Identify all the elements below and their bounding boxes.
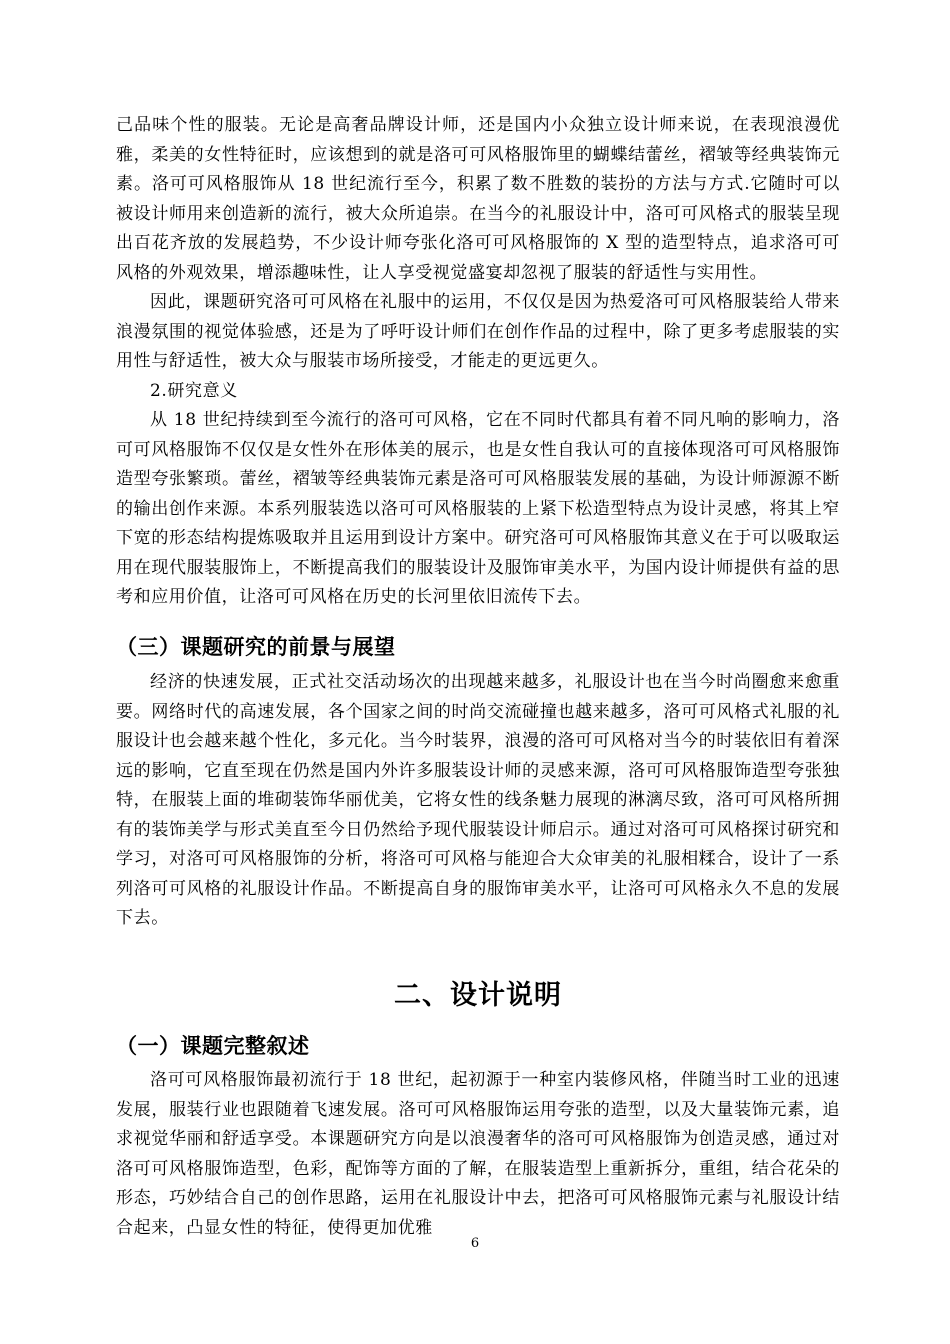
intro-section (116, 111, 840, 613)
paragraph-continuation: 己品味个性的服装。无论是高奢品牌设计师，还是国内小众独立设计师来说，在表现浪漫优雅，柔美的女性特征时，应该想到的就是洛可可风格服饰里的蝴蝶结蕾丝，褶皱等经典装饰元素。洛可可风格服饰从 18 世纪流行至今，积累了数不胜数的装扮的方法与方式.它随时可以被设计师用来创造新的流行，被大众所追崇。在当今的礼服设计中，洛可可风格式的服装呈现出百花齐放的发展趋势，不少设计师夸张化洛可可风格服饰的 X 型的造型特点，追求洛可可风格的外观效果，增添趣味性，让人享受视觉盛宴却忽视了服装的舒适性与实用性。 (116, 115, 840, 283)
paragraph-significance: 从 18 世纪持续到至今流行的洛可可风格，它在不同时代都具有着不同凡响的影响力，洛可可风格服饰不仅仅是女性外在形体美的展示，也是女性自我认可的直接体现洛可可风格服饰造型夸张繁琐。蕾丝，褶皱等经典装饰元素是洛可可风格服装发展的基础，为设计师源源不断的输出创作来源。本系列服装选以洛可可风格服装的上紧下松造型特点为设计灵感，将其上窄下宽的形态结构提炼吸取并且运用到设计方案中。研究洛可可风格服饰其意义在于可以吸取运用在现代服装服饰上，不断提高我们的服装设计及服饰审美水平，为国内设计师提供有益的思考和应用价值，让洛可可风格在历史的长河里依旧流传下去。 (116, 410, 840, 607)
paragraph-therefore: 因此，课题研究洛可可风格在礼服中的运用，不仅仅是因为热爱洛可可风格服装给人带来浪漫氛围的视觉体验感，还是为了呼吁设计师们在创作作品的过程中，除了更多考虑服装的实用性与舒适性，被大众与服装市场所接受，才能走的更远更久。 (116, 292, 840, 371)
prospect-section (116, 668, 840, 934)
heading-narrative: （一）课题完整叙述 (116, 1034, 310, 1058)
subheading-significance: 2.研究意义 (150, 380, 238, 401)
paragraph-narrative: 洛可可风格服饰最初流行于 18 世纪，起初源于一种室内装修风格，伴随当时工业的迅速发展，服装行业也跟随着飞速发展。洛可可风格服饰运用夸张的造型，以及大量装饰元素，追求视觉华丽和舒适享受。本课题研究方向是以浪漫奢华的洛可可风格服饰为创造灵感，通过对洛可可风格服饰造型，色彩，配饰等方面的了解，在服装造型上重新拆分，重组，结合花朵的形态，巧妙结合自己的创作思路，运用在礼服设计中去，把洛可可风格服饰元素与礼服设计结合起来，凸显女性的特征，使得更加优雅 (116, 1070, 840, 1238)
narrative-section (116, 1066, 840, 1243)
paragraph-prospect: 经济的快速发展，正式社交活动场次的出现越来越多，礼服设计也在当今时尚圈愈来愈重要。网络时代的高速发展，各个国家之间的时尚交流碰撞也越来越多，洛可可风格式礼服的礼服设计也会越来越个性化，多元化。当今时装界，浪漫的洛可可风格对当今的时装依旧有着深远的影响，它直至现在仍然是国内外许多服装设计师的灵感来源，洛可可风格服饰造型夸张独特，在服装上面的堆砌装饰华丽优美，它将女性的线条魅力展现的淋漓尽致，洛可可风格所拥有的装饰美学与形式美直至今日仍然给予现代服装设计师启示。通过对洛可可风格探讨研究和学习，对洛可可风格服饰的分析，将洛可可风格与能迎合大众审美的礼服相糅合，设计了一系列洛可可风格的礼服设计作品。不断提高自身的服饰审美水平，让洛可可风格永久不息的发展下去。 (116, 672, 840, 928)
page-number: 6 (470, 1236, 480, 1251)
heading-prospect: （三）课题研究的前景与展望 (116, 635, 396, 659)
chapter-title: 二、设计说明 (394, 980, 562, 1011)
